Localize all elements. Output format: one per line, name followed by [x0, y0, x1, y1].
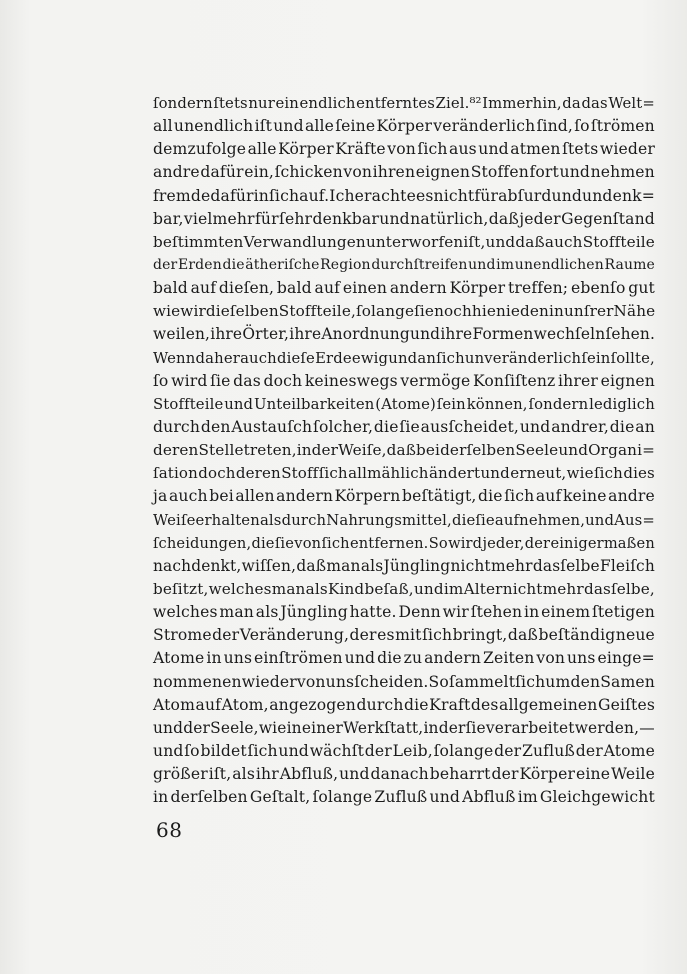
text-line: all unendlich iſt und alle ſeine Körper veränderlich ſind, ſo ſtrömen	[153, 117, 655, 136]
text-line: andre dafür ein, ſchicken von ihren eignen Stoffen fort und nehmen	[153, 163, 655, 182]
text-line: nachdenkt, wiſſen, daß man als Jüngling nicht mehr dasſelbe Fleiſch	[153, 556, 655, 575]
text-line: weilen, ihre Örter, ihre Anordnung und ihre Formen wechſeln ſehen.	[153, 325, 655, 344]
text-line: ſondern ſtets nur ein endlich entferntes Ziel.⁸² Immerhin, da das Welt=	[153, 95, 655, 112]
text-line: Strome der Veränderung, der es mit ſich bringt, daß beſtändig neue	[153, 626, 655, 645]
text-line: Wenn daher auch dieſe Erde ewig und an ſich unveränderlich ſein ſollte,	[153, 349, 655, 367]
text-line: ſation doch deren Stoff ſich allmählich ändert und erneut, wie ſich dies	[153, 464, 655, 483]
text-line: welches man als Jüngling hatte. Denn wir ſtehen in einem ſtetigen	[153, 603, 655, 622]
text-line: wie wir dieſelben Stoffteile, ſolange ſie noch hienieden in unſrer Nähe	[153, 302, 656, 321]
text-line: Atom auf Atom, angezogen durch die Kraft des allgemeinen Geiſtes	[153, 695, 655, 714]
text-line: Atome in uns einſtrömen und die zu andern Zeiten von uns einge=	[153, 649, 655, 668]
text-line: ja auch bei allen andern Körpern beſtätigt, die ſich auf keine andre	[153, 487, 655, 506]
text-line: fremde dafür in ſich auf. Ich erachte es nicht für abſurd und undenk=	[153, 186, 655, 205]
text-line: demzufolge alle Körper Kräfte von ſich aus und atmen ſtets wieder	[153, 140, 655, 159]
text-line: ſo wird ſie das doch keineswegs vermöge Konſiſtenz ihrer eignen	[153, 371, 655, 390]
body-text	[153, 92, 655, 809]
text-line: beſitzt, welches man als Kind beſaß, und im Alter nicht mehr dasſelbe,	[153, 579, 655, 598]
text-line: größer iſt, als ihr Abfluß, und danach beharrt der Körper eine Weile	[153, 765, 655, 784]
text-line: bar, vielmehr für ſehr denkbar und natürlich, daß jeder Gegenſtand	[153, 209, 655, 228]
text-line: durch den Austauſch ſolcher, die ſie ausſcheidet, und andrer, die an	[153, 417, 655, 436]
text-line: der Erden die ätheriſche Region durchſtreifen und im unendlichen Raume	[153, 256, 655, 273]
text-line: bald auf dieſen, bald auf einen andern Körper treffen; ebenſo gut	[153, 279, 655, 298]
page-number: 68	[156, 818, 183, 842]
text-line: in derſelben Geſtalt, ſolange Zufluß und Abfluß im Gleichgewicht	[153, 788, 655, 807]
text-line: beſtimmten Verwandlungen unterworfen iſt, und daß auch Stoffteile	[153, 232, 655, 251]
text-line: und der Seele, wie in einer Werkſtatt, in der ſie verarbeitet werden, —	[153, 718, 655, 737]
text-line: nommenen wieder von uns ſcheiden. So ſammelt ſich um den Samen	[153, 672, 655, 691]
text-line: ſcheidungen, die ſie von ſich entfernen. So wird jeder, der einigermaßen	[153, 534, 655, 552]
text-line: Stoffteile und Unteilbarkeiten (Atome) ſein können, ſondern lediglich	[153, 395, 655, 413]
text-line: und ſo bildet ſich und wächſt der Leib, ſolange der Zufluß der Atome	[153, 741, 655, 760]
text-line: deren Stelle treten, in der Weiſe, daß bei derſelben Seele und Organi=	[153, 441, 655, 460]
text-line: Weiſe erhalten als durch Nahrungsmittel, die ſie aufnehmen, und Aus=	[153, 511, 655, 529]
